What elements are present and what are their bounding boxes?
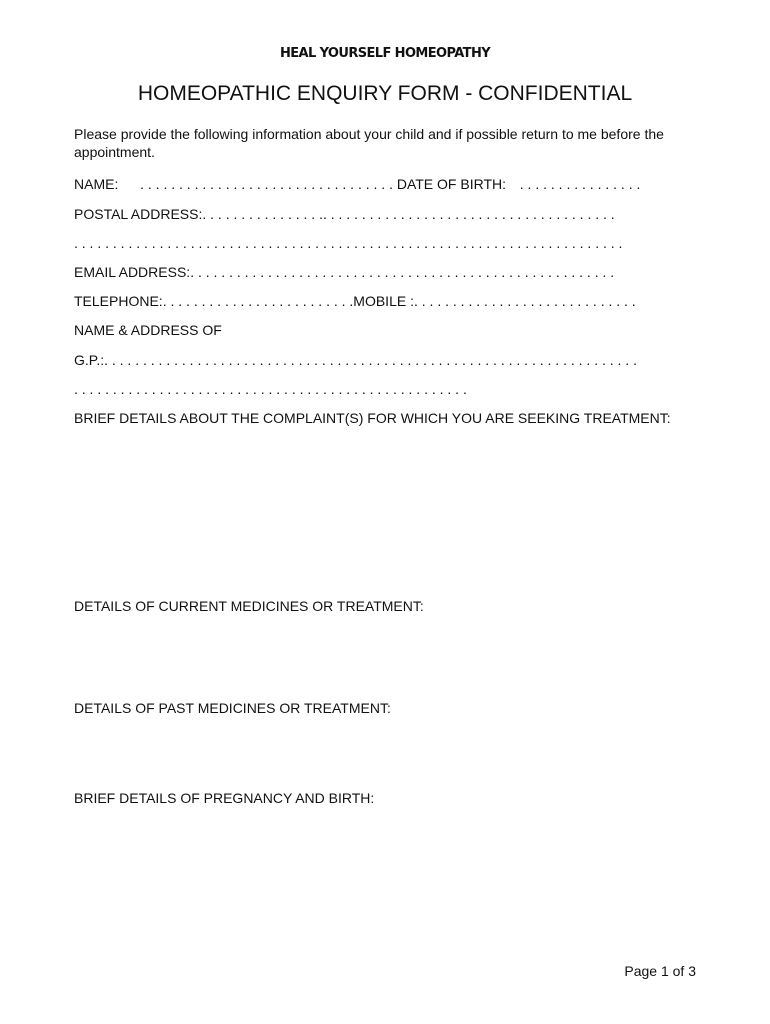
gp-row bbox=[74, 351, 637, 369]
postal-label: POSTAL ADDRESS: bbox=[74, 206, 203, 222]
postal-row bbox=[74, 205, 615, 223]
complaints-heading: BRIEF DETAILS ABOUT THE COMPLAINT(S) FOR WHICH YOU ARE SEEKING TREATMENT: bbox=[74, 410, 671, 426]
gp-field[interactable]: . . . . . . . . . . . . . . . . . . . . . . . . . . . . . . . . . . . . . . . . . . . . . . . . . . . . . . . . . . . . . . . . . . . . . bbox=[104, 352, 637, 368]
telephone-field[interactable]: . . . . . . . . . . . . . . . . . . . . . . . . . bbox=[162, 293, 354, 309]
gp-field-line-2[interactable]: . . . . . . . . . . . . . . . . . . . . . . . . . . . . . . . . . . . . . . . . . . . . . . . . . . . bbox=[74, 381, 467, 397]
postal-row-2 bbox=[74, 234, 622, 252]
mobile-label: MOBILE : bbox=[353, 293, 414, 309]
mobile-field[interactable]: . . . . . . . . . . . . . . . . . . . . . . . . . . . . . bbox=[413, 293, 636, 309]
page-number: Page 1 of 3 bbox=[624, 963, 696, 979]
intro-text: Please provide the following information about your child and if possible return to me before the appointment. bbox=[74, 126, 664, 160]
dob-label: DATE OF BIRTH: bbox=[396, 176, 506, 192]
email-row bbox=[74, 263, 614, 281]
gp-label: G.P.: bbox=[74, 352, 105, 368]
postal-field-line-2[interactable]: . . . . . . . . . . . . . . . . . . . . . . . . . . . . . . . . . . . . . . . . . . . . . . . . . . . . . . . . . . . . . . . . . . . . . . . bbox=[74, 235, 623, 251]
telephone-label: TELEPHONE: bbox=[74, 293, 163, 309]
gp-heading: NAME & ADDRESS OF bbox=[74, 322, 222, 338]
name-field[interactable]: . . . . . . . . . . . . . . . . . . . . . . . . . . . . . . . . . bbox=[140, 176, 393, 192]
email-field[interactable]: . . . . . . . . . . . . . . . . . . . . . . . . . . . . . . . . . . . . . . . . . . . . . . . . . . . . . . . bbox=[190, 264, 615, 280]
telephone-row bbox=[74, 292, 636, 310]
pregnancy-birth-heading: BRIEF DETAILS OF PREGNANCY AND BIRTH: bbox=[74, 790, 375, 806]
email-label: EMAIL ADDRESS: bbox=[74, 264, 191, 280]
form-title: HOMEOPATHIC ENQUIRY FORM - CONFIDENTIAL bbox=[137, 82, 633, 105]
name-label: NAME: bbox=[74, 176, 119, 192]
past-medicines-heading: DETAILS OF PAST MEDICINES OR TREATMENT: bbox=[74, 700, 391, 716]
postal-field[interactable]: . . . . . . . . . . . . . . . .. . . . . . . . . . . . . . . . . . . . . . . . . . . . . . . . . . . . . . bbox=[202, 206, 615, 222]
organisation-name: HEAL YOURSELF HOMEOPATHY bbox=[279, 46, 491, 61]
gp-row-2 bbox=[74, 380, 467, 398]
name-row bbox=[74, 175, 640, 193]
current-medicines-heading: DETAILS OF CURRENT MEDICINES OR TREATMENT: bbox=[74, 598, 424, 614]
dob-field[interactable]: . . . . . . . . . . . . . . . . bbox=[519, 176, 641, 192]
